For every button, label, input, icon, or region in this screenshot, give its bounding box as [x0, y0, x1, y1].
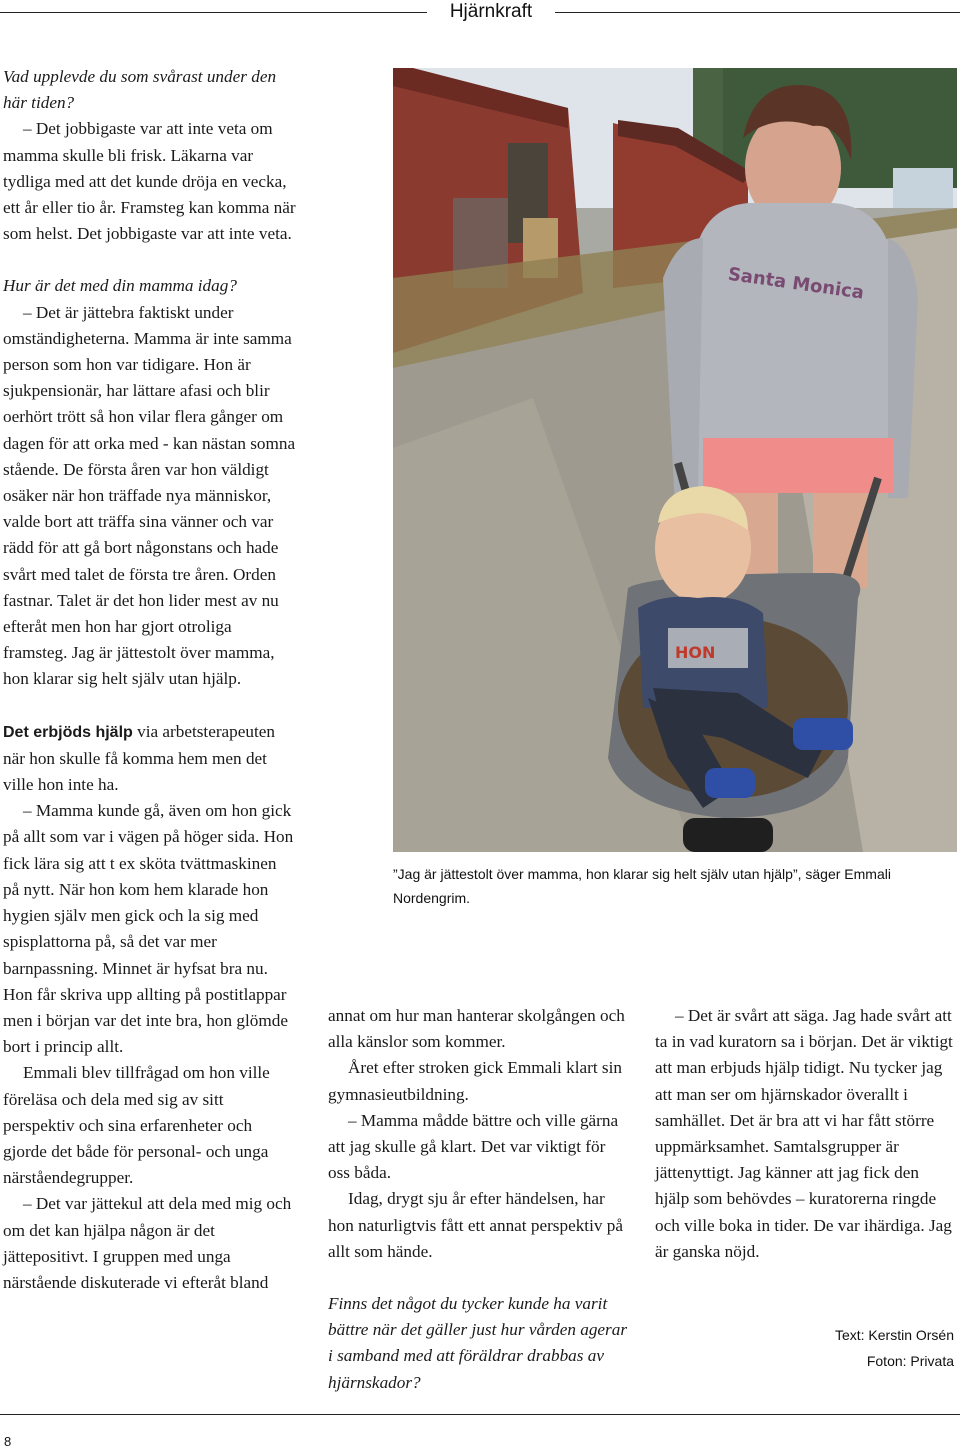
- paragraph-skolgang: annat om hur man hanterar skolgången och alla känslor som kommer.: [328, 1006, 625, 1052]
- question-3: Finns det något du tycker kunde ha varit bättre när det gäller just hur vården agerar i samband med att föräldrar drabbas av hjärnskador?: [328, 1294, 628, 1392]
- paragraph-help-rest: via arbetsterapeuten när hon skulle få komma hem men det ville hon inte ha.: [3, 721, 275, 795]
- column-2: [328, 1003, 629, 1396]
- paragraph-idag: Idag, drygt sju år efter händelsen, har hon naturligtvis fått ett annat perspektiv på allt som hände.: [328, 1189, 623, 1261]
- answer-3: – Det är svårt att säga. Jag hade svårt att ta in vad kuratorn sa i början. Det är viktigt att man erbjuds hjälp tidigt. Nu tycker jag att man ser om hjärnskador överallt i samhället. Det är bra att vi har fått större uppmärksamhet. Samtalsgrupper är jättenyttigt. Jag känner att jag fick den hjälp som behövdes – kuratorerna ringde och ville boka in tider. De var ihärdiga. Jag är ganska nöjd.: [655, 1006, 953, 1261]
- credits: [835, 1322, 954, 1374]
- text-credit: Text: Kerstin Orsén: [834, 1327, 954, 1343]
- child-jersey-text: HON: [675, 643, 716, 662]
- paragraph-jattekul: – Det var jättekul att dela med mig och om det kan hjälpa någon är det jättepositivt. I gruppen med unga närstående diskuterade vi efteråt bland: [3, 1194, 292, 1292]
- photo-credit: Foton: Privata: [866, 1353, 954, 1369]
- paragraph-emmali: Emmali blev tillfrågad om hon ville föreläsa och dela med sig av sitt perspektiv och sina erfarenheter och gjorde det både för personal- och unga närståendegrupper.: [3, 1063, 270, 1188]
- page-number: 8: [4, 1434, 12, 1449]
- column-3: [655, 1003, 955, 1265]
- answer-2: – Det är jättebra faktiskt under omständigheterna. Mamma är inte samma person som hon var tidigare. Hon är sjukpensionär, har lättare afasi och blir oerhört trött så hon vilar flera gånger om dagen för att orka med - kan nästan somna stående. De första åren var hon väldigt osäker när hon träffade nya människor, valde bort att träffa sina vänner och var rädd för att gå bort någonstans och hade svårt med talet de första tre åren. Orden fastnar. Talet är det hon lider mest av nu efteråt men hon har gjort otroliga framsteg. Jag är jättestolt över mamma, hon klarar sig helt själv utan hjälp.: [3, 302, 296, 689]
- header-rule-left: [0, 12, 427, 13]
- answer-1: – Det jobbigaste var att inte veta om mamma skulle bli frisk. Läkarna var tydliga med att det kunde dröja en vecka, ett år eller tio år. Framsteg kan komma när som helst. Det jobbigaste var att inte veta.: [3, 119, 296, 244]
- photo-caption: ”Jag är jättestolt över mamma, hon klarar sig helt själv utan hjälp”, säger Emmali Nordengrim.: [393, 866, 891, 906]
- paragraph-mamma-madde: – Mamma mådde bättre och ville gärna att jag skulle gå klart. Det var viktigt för oss båda.: [328, 1110, 619, 1183]
- header-rule-right: [555, 12, 960, 13]
- photo: [393, 68, 957, 852]
- jersey-text: Santa Monica: [726, 263, 866, 304]
- footer-rule: [0, 1414, 960, 1415]
- paragraph-mamma: – Mamma kunde gå, även om hon gick på allt som var i vägen på höger sida. Hon fick lära sig att t ex sköta tvättmaskinen på nytt. När hon kom hem klarade hon hygien själv men gick och la sig med spisplattorna på, så det var mer barnpassning. Minnet är hyfsat bra nu. Hon får skriva upp allting på postitlappar men i början var det inte bra, hon glömde bort i princip allt.: [3, 801, 294, 1057]
- column-1: [3, 64, 296, 1296]
- magazine-name: Hjärnkraft: [449, 1, 533, 22]
- question-2: Hur är det med din mamma idag?: [3, 276, 237, 296]
- paragraph-gymnasie: Året efter stroken gick Emmali klart sin gymnasieutbildning.: [328, 1058, 622, 1104]
- question-1: Vad upplevde du som svårast under den här tiden?: [3, 67, 277, 113]
- paragraph-help: [3, 719, 296, 799]
- paragraph-help-lead: Det erbjöds hjälp: [3, 723, 133, 741]
